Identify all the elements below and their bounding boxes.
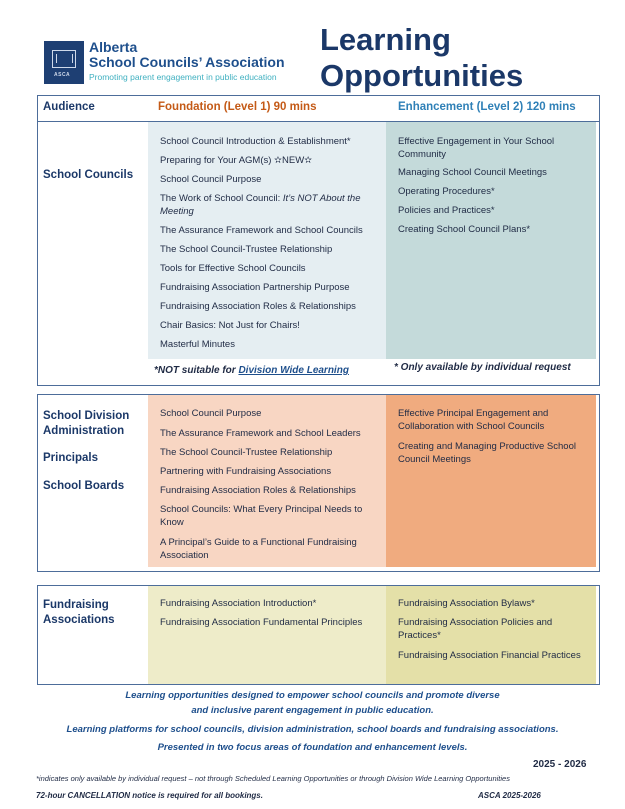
note-individual-request: * Only available by individual request [394, 362, 571, 373]
course-item: School Council Purpose [160, 408, 262, 419]
document-code: ASCA 2025-2026 [478, 791, 541, 800]
course-item: Fundraising Association Roles & Relationships [160, 485, 356, 496]
course-item: Fundraising Association Bylaws* [398, 598, 535, 609]
title-line2: Opportunities [320, 58, 524, 93]
audience-label: Principals [43, 452, 98, 464]
course-item: Fundraising Association Roles & Relationships [160, 301, 356, 312]
course-item: Fundraising Association Financial Practices [398, 650, 581, 661]
page-header [0, 0, 625, 95]
enhancement-column [386, 395, 596, 567]
audience-label: Fundraising [43, 599, 109, 611]
building-icon [52, 50, 76, 68]
course-item: Preparing for Your AGM(s) ✫NEW✫ [160, 155, 313, 166]
enhancement-column [386, 122, 596, 359]
enhancement-column [386, 586, 596, 684]
course-item: Fundraising Association Fundamental Principles [160, 617, 363, 628]
logo-text: ASCA [54, 72, 71, 78]
footer-tagline-2: and inclusive parent engagement in public education. [191, 705, 434, 716]
course-item: Creating School Council Plans* [398, 224, 531, 235]
course-item-text: The Work of School Council: It’s NOT About the Meeting [160, 193, 361, 217]
course-item: School Council Purpose [160, 174, 262, 185]
table-header [37, 95, 600, 121]
course-item: Policies and Practices* [398, 205, 495, 216]
foundation-column [148, 122, 386, 359]
course-item: Fundraising Association Partnership Purpose [160, 282, 350, 293]
section-division-admin [37, 394, 600, 572]
fine-print: *indicates only available by individual request – not through Scheduled Learning Opportunities or through Division Wide Learning Opportunities [36, 774, 510, 783]
asca-logo [44, 41, 84, 84]
course-item: Partnering with Fundraising Associations [160, 466, 332, 477]
audience-label: Administration [43, 425, 125, 437]
audience-label: School Boards [43, 480, 125, 492]
section-school-councils [37, 121, 600, 386]
course-item: Tools for Effective School Councils [160, 263, 306, 274]
audience-label: School Councils [43, 169, 134, 181]
foundation-column [148, 586, 386, 684]
note-not-suitable [154, 365, 349, 376]
course-item: Creating and Managing Productive School Council Meetings [398, 441, 576, 465]
header-enhancement: Enhancement (Level 2) 120 mins [398, 101, 576, 113]
org-name-line2: School Councils’ Association [89, 54, 285, 70]
division-wide-learning-link[interactable]: Division Wide Learning [238, 365, 349, 376]
course-item: Effective Principal Engagement and Collaboration with School Councils [398, 408, 549, 432]
course-item: Chair Basics: Not Just for Chairs! [160, 320, 300, 331]
course-item [160, 193, 378, 218]
course-item: Fundraising Association Policies and Practices* [398, 617, 553, 641]
title-line1: Learning [320, 22, 451, 57]
audience-label: School Division [43, 410, 130, 422]
header-audience: Audience [43, 101, 95, 113]
course-item: The Assurance Framework and School Councils [160, 225, 363, 236]
audience-label: Associations [43, 614, 115, 626]
footer-tagline-4: Presented in two focus areas of foundation and enhancement levels. [157, 742, 468, 753]
course-item: A Principal’s Guide to a Functional Fundraising Association [160, 537, 357, 561]
org-tagline: Promoting parent engagement in public education [89, 72, 277, 82]
course-item: School Councils: What Every Principal Needs to Know [160, 504, 363, 528]
course-item: The Assurance Framework and School Leaders [160, 428, 361, 439]
course-item: The School Council-Trustee Relationship [160, 244, 333, 255]
footer-tagline-3: Learning platforms for school councils, division administration, school boards and fundraising associations. [66, 724, 559, 735]
header-foundation: Foundation (Level 1) 90 mins [158, 101, 317, 113]
course-item: Masterful Minutes [160, 339, 235, 350]
course-item: Managing School Council Meetings [398, 167, 547, 178]
org-name-line1: Alberta [89, 39, 138, 55]
cancellation-notice: 72-hour CANCELLATION notice is required for all bookings. [36, 791, 263, 800]
course-item: Fundraising Association Introduction* [160, 598, 317, 609]
course-item: Effective Engagement in Your School Community [398, 136, 555, 160]
footer-tagline-1: Learning opportunities designed to empower school councils and promote diverse [125, 690, 500, 701]
course-item: School Council Introduction & Establishment* [160, 136, 351, 147]
section-fundraising-associations [37, 585, 600, 685]
course-item: Operating Procedures* [398, 186, 495, 197]
note-prefix: *NOT suitable for [154, 365, 239, 376]
year-label: 2025 - 2026 [533, 759, 587, 770]
page-title [320, 22, 523, 94]
foundation-column [148, 395, 386, 567]
course-item: The School Council-Trustee Relationship [160, 447, 333, 458]
